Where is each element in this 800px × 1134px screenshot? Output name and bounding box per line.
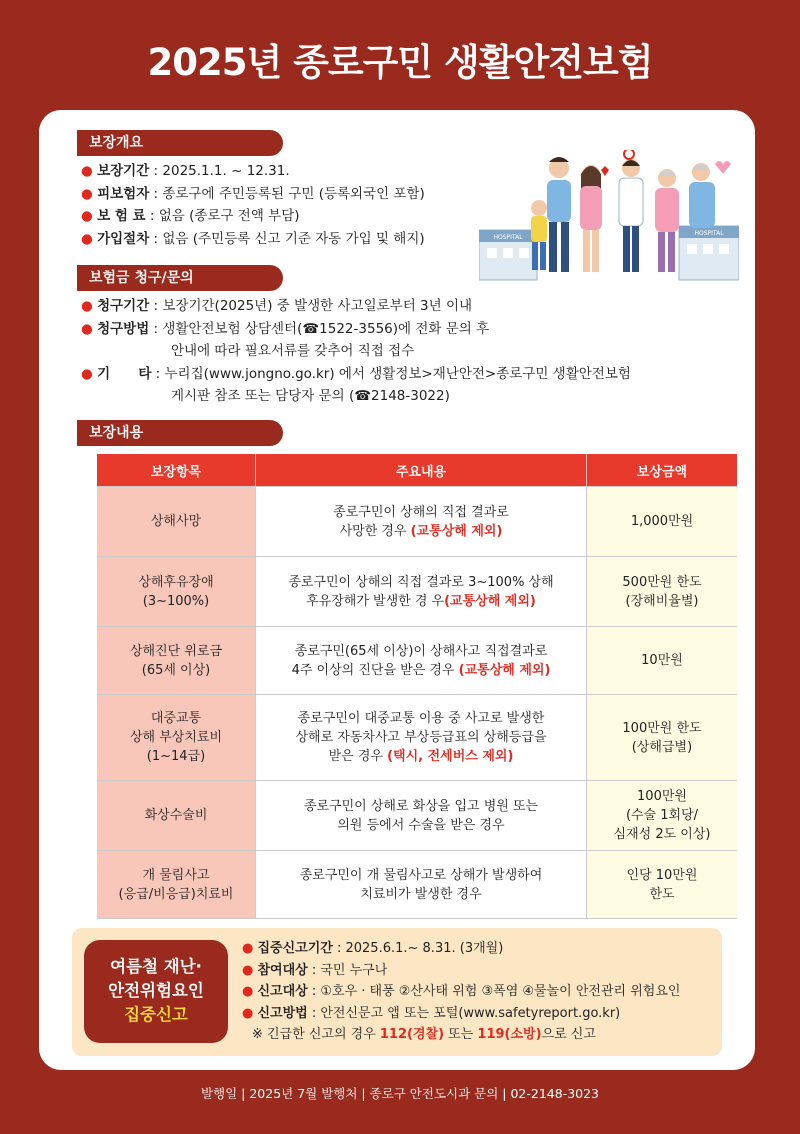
page-title: 2025년 종로구민 생활안전보험	[147, 41, 653, 84]
claim-list	[81, 295, 631, 408]
section-tag-overview: 보장개요	[77, 130, 283, 156]
summer-report-box	[72, 928, 722, 1056]
summer-item: ● 신고방법 : 안전신문고 앱 또는 포털(www.safetyreport.go.kr)	[242, 1005, 621, 1021]
exclusion-note: (택시, 전세버스 제외)	[387, 749, 514, 764]
coverage-item-cell: 상해후유장애 (3~100%)	[97, 557, 256, 627]
table-row	[97, 781, 737, 851]
coverage-amount-cell: 10만원	[587, 627, 738, 695]
coverage-desc-cell	[256, 627, 587, 695]
section-tag-coverage: 보장내용	[77, 420, 283, 446]
summer-item: ● 신고대상 : ①호우 · 태풍 ②산사태 위험 ③폭염 ④물놀이 안전관리 위험요인	[242, 984, 681, 999]
claim-item: ● 청구방법 : 생활안전보험 상담센터(☎1522-3556)에 전화 문의 후	[81, 320, 490, 337]
coverage-amount-cell: 인당 10만원 한도	[587, 851, 738, 919]
claim-item: ● 기 타 : 누리집(www.jongno.go.kr) 에서 생활정보>재난안전>종로구민 생활안전보험	[81, 365, 631, 382]
bullet-icon: ●	[81, 208, 98, 224]
coverage-item-cell: 화상수술비	[97, 781, 256, 851]
bullet-icon: ●	[81, 298, 98, 314]
claim-item: ● 청구기간 : 보장기간(2025년) 중 발생한 사고일로부터 3년 이내	[81, 298, 473, 314]
table-row	[97, 695, 737, 781]
overview-item: ● 가입절차 : 없음 (주민등록 신고 기준 자동 가입 및 해지)	[81, 230, 425, 247]
coverage-desc-cell	[256, 851, 587, 919]
bullet-icon: ●	[81, 185, 98, 202]
coverage-item-cell: 대중교통 상해 부상치료비 (1~14급)	[97, 695, 256, 781]
claim-item-continued: 게시판 참조 또는 담당자 문의 (☎2148-3022)	[171, 388, 450, 404]
coverage-item-cell: 상해사망	[97, 487, 256, 557]
hospital-sign-left: HOSPITAL	[493, 234, 523, 241]
header-amount: 보상금액	[587, 454, 738, 487]
coverage-amount-cell: 100만원 한도 (상해급별)	[587, 695, 738, 781]
overview-item: ● 피보험자 : 종로구에 주민등록된 구민 (등록외국인 포함)	[81, 185, 425, 202]
bullet-icon: ●	[242, 941, 258, 956]
summer-list	[242, 938, 680, 1046]
footer: 발행일 | 2025년 7월 발행처 | 종로구 안전도시과 문의 | 02-2148-3023	[200, 1086, 600, 1101]
coverage-desc-cell	[256, 487, 587, 557]
coverage-desc-cell	[256, 695, 587, 781]
table-row	[97, 627, 737, 695]
coverage-desc-cell	[256, 557, 587, 627]
bullet-icon: ●	[242, 984, 258, 999]
overview-item: ● 보 험 료 : 없음 (종로구 전액 부담)	[81, 208, 300, 224]
header-item: 보장항목	[97, 454, 256, 487]
coverage-desc-text: 종로구민(65세 이상)이 상해사고 직접결과로 4주 이상의 진단을 받은 경우	[291, 643, 548, 678]
bullet-icon: ●	[81, 320, 98, 337]
coverage-amount-cell: 500만원 한도 (장해비율별)	[587, 557, 738, 627]
bullet-icon: ●	[242, 1005, 258, 1021]
bullet-icon: ●	[242, 962, 258, 978]
overview-list	[81, 160, 425, 250]
coverage-item-cell: 개 물림사고 (응급/비응급)치료비	[97, 851, 256, 919]
coverage-desc-text: 종로구민이 상해로 화상을 입고 병원 또는 의원 등에서 수술을 받은 경우	[303, 798, 539, 833]
coverage-desc-text: 종로구민이 개 물림사고로 상해가 발생하여 치료비가 발생한 경우	[299, 867, 543, 902]
hospital-sign-right: HOSPITAL	[694, 230, 724, 237]
bullet-icon: ●	[81, 230, 98, 247]
summer-item: ● 참여대상 : 국민 누구나	[242, 962, 388, 978]
coverage-amount-cell: 100만원 (수술 1회당/ 심재성 2도 이상)	[587, 781, 738, 851]
summer-item: ● 집중신고기간 : 2025.6.1.~ 8.31. (3개월)	[242, 941, 504, 956]
exclusion-note: (교통상해 제외)	[410, 523, 503, 539]
table-row	[97, 557, 737, 627]
summer-badge: 여름철 재난· 안전위험요인 집중신고	[84, 940, 228, 1043]
coverage-desc-text: 종로구민이 대중교통 이용 중 사고로 발생한 상해로 자동차사고 부상등급표의 상해등급을 받은 경우	[295, 711, 547, 764]
claim-item-continued: 안내에 따라 필요서류를 갖추어 직접 접수	[171, 343, 415, 359]
exclusion-note: (교통상해 제외)	[458, 662, 551, 678]
overview-item: ● 보장기간 : 2025.1.1. ~ 12.31.	[81, 163, 290, 179]
table-header-row	[97, 454, 737, 487]
table-row	[97, 487, 737, 557]
family-hospital-illustration	[479, 150, 739, 290]
coverage-desc-cell	[256, 781, 587, 851]
bullet-icon: ●	[81, 163, 98, 179]
table-row	[97, 851, 737, 919]
coverage-desc-text: 종로구민이 상해의 직접 결과로 3~100% 상해 후유장해가 발생한 경 우	[288, 574, 554, 609]
info-card	[39, 110, 755, 1070]
coverage-desc-text: 종로구민이 상해의 직접 결과로 사망한 경우	[333, 504, 509, 539]
exclusion-note: (교통상해 제외)	[444, 593, 536, 609]
coverage-amount-cell: 1,000만원	[587, 487, 738, 557]
header-content: 주요내용	[256, 454, 587, 487]
bullet-icon: ●	[81, 365, 98, 382]
coverage-table	[97, 454, 737, 919]
summer-note: ※ 긴급한 신고의 경우 112(경찰) 또는 119(소방)으로 신고	[252, 1027, 596, 1042]
section-tag-claim: 보험금 청구/문의	[77, 265, 283, 291]
coverage-item-cell: 상해진단 위로금 (65세 이상)	[97, 627, 256, 695]
